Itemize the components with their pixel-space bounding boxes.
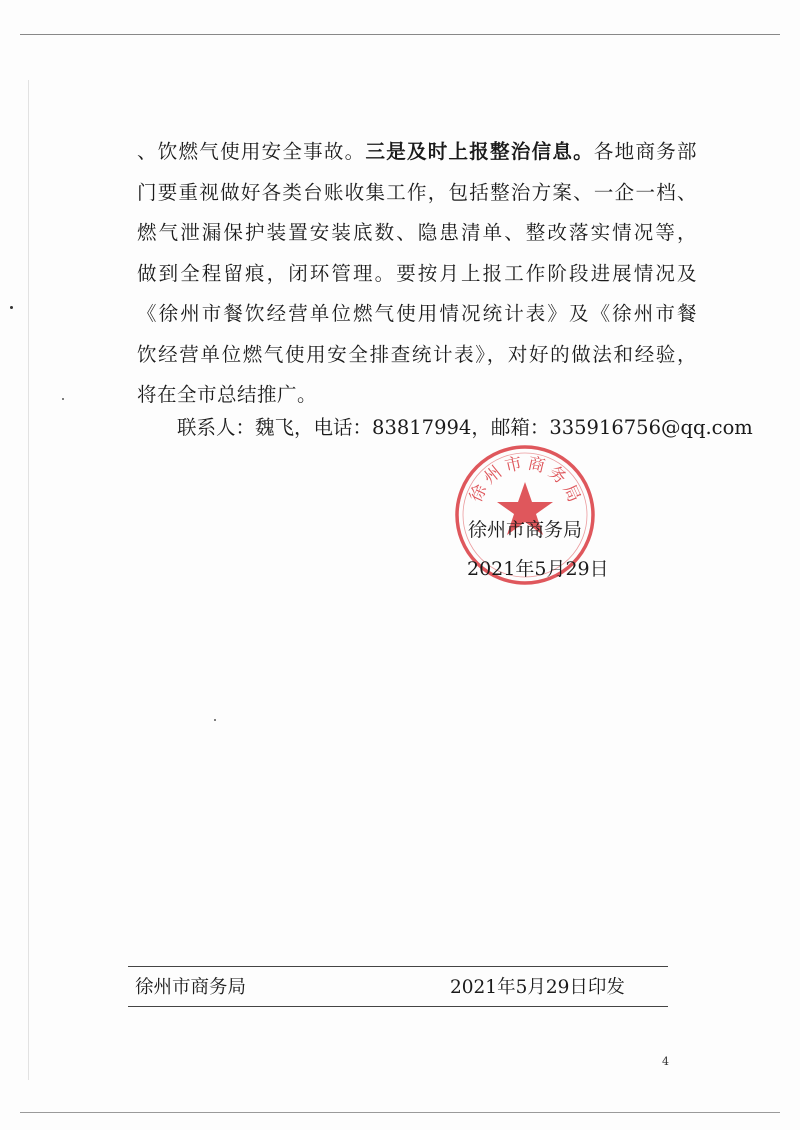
footer-org: 徐州市商务局 bbox=[135, 977, 247, 998]
scan-edge-left bbox=[28, 80, 29, 1080]
seal-char: 局 bbox=[558, 481, 584, 506]
body-line-1 bbox=[137, 132, 697, 173]
seal-char: 务 bbox=[544, 462, 570, 489]
signature-date: 2021年5月29日 bbox=[467, 558, 609, 580]
body-line-2: 门要重视做好各类台账收集工作，包括整治方案、一企一档、 bbox=[137, 180, 697, 204]
scan-speck bbox=[10, 306, 13, 309]
body-line-1-pre: 、饮燃气使用安全事故。 bbox=[137, 140, 366, 163]
scan-edge-bottom bbox=[20, 1112, 780, 1113]
scan-edge-top bbox=[20, 34, 780, 35]
body-line-5: 《徐州市餐饮经营单位燃气使用情况统计表》及《徐州市餐 bbox=[137, 302, 697, 325]
phone-number: 83817994 bbox=[372, 416, 472, 439]
footer-date: 2021年5月29日印发 bbox=[450, 977, 625, 998]
body-paragraph bbox=[137, 132, 697, 416]
scan-speck bbox=[214, 719, 216, 721]
contact-name: 魏飞 bbox=[255, 416, 295, 439]
body-line-1-post: 各地商务部 bbox=[593, 140, 697, 163]
body-line-1-bold: 三是及时上报整治信息。 bbox=[365, 140, 594, 163]
seal-char: 徐 bbox=[466, 481, 492, 506]
email-address: 335916756@qq.com bbox=[549, 416, 753, 439]
body-line-7: 将在全市总结推广。 bbox=[137, 383, 318, 406]
footer-rule-bottom bbox=[128, 1006, 668, 1007]
contact-label: 联系人： bbox=[177, 416, 256, 439]
body-line-4: 做到全程留痕，闭环管理。要按月上报工作阶段进展情况及 bbox=[137, 261, 697, 285]
footer-rule-top bbox=[128, 966, 668, 967]
email-label: ，邮箱： bbox=[471, 416, 550, 439]
body-line-3: 燃气泄漏保护装置安装底数、隐患清单、整改落实情况等， bbox=[137, 221, 697, 244]
seal-char: 商 bbox=[525, 453, 548, 477]
phone-label: ，电话： bbox=[294, 416, 373, 439]
seal-char: 州 bbox=[480, 462, 506, 489]
page-number: 4 bbox=[662, 1055, 669, 1068]
body-line-6: 饮经营单位燃气使用安全排查统计表》，对好的做法和经验， bbox=[137, 342, 697, 366]
contact-line bbox=[137, 408, 753, 448]
seal-char: 市 bbox=[502, 453, 525, 477]
signature-org: 徐州市商务局 bbox=[468, 519, 583, 541]
scan-speck bbox=[62, 398, 64, 400]
